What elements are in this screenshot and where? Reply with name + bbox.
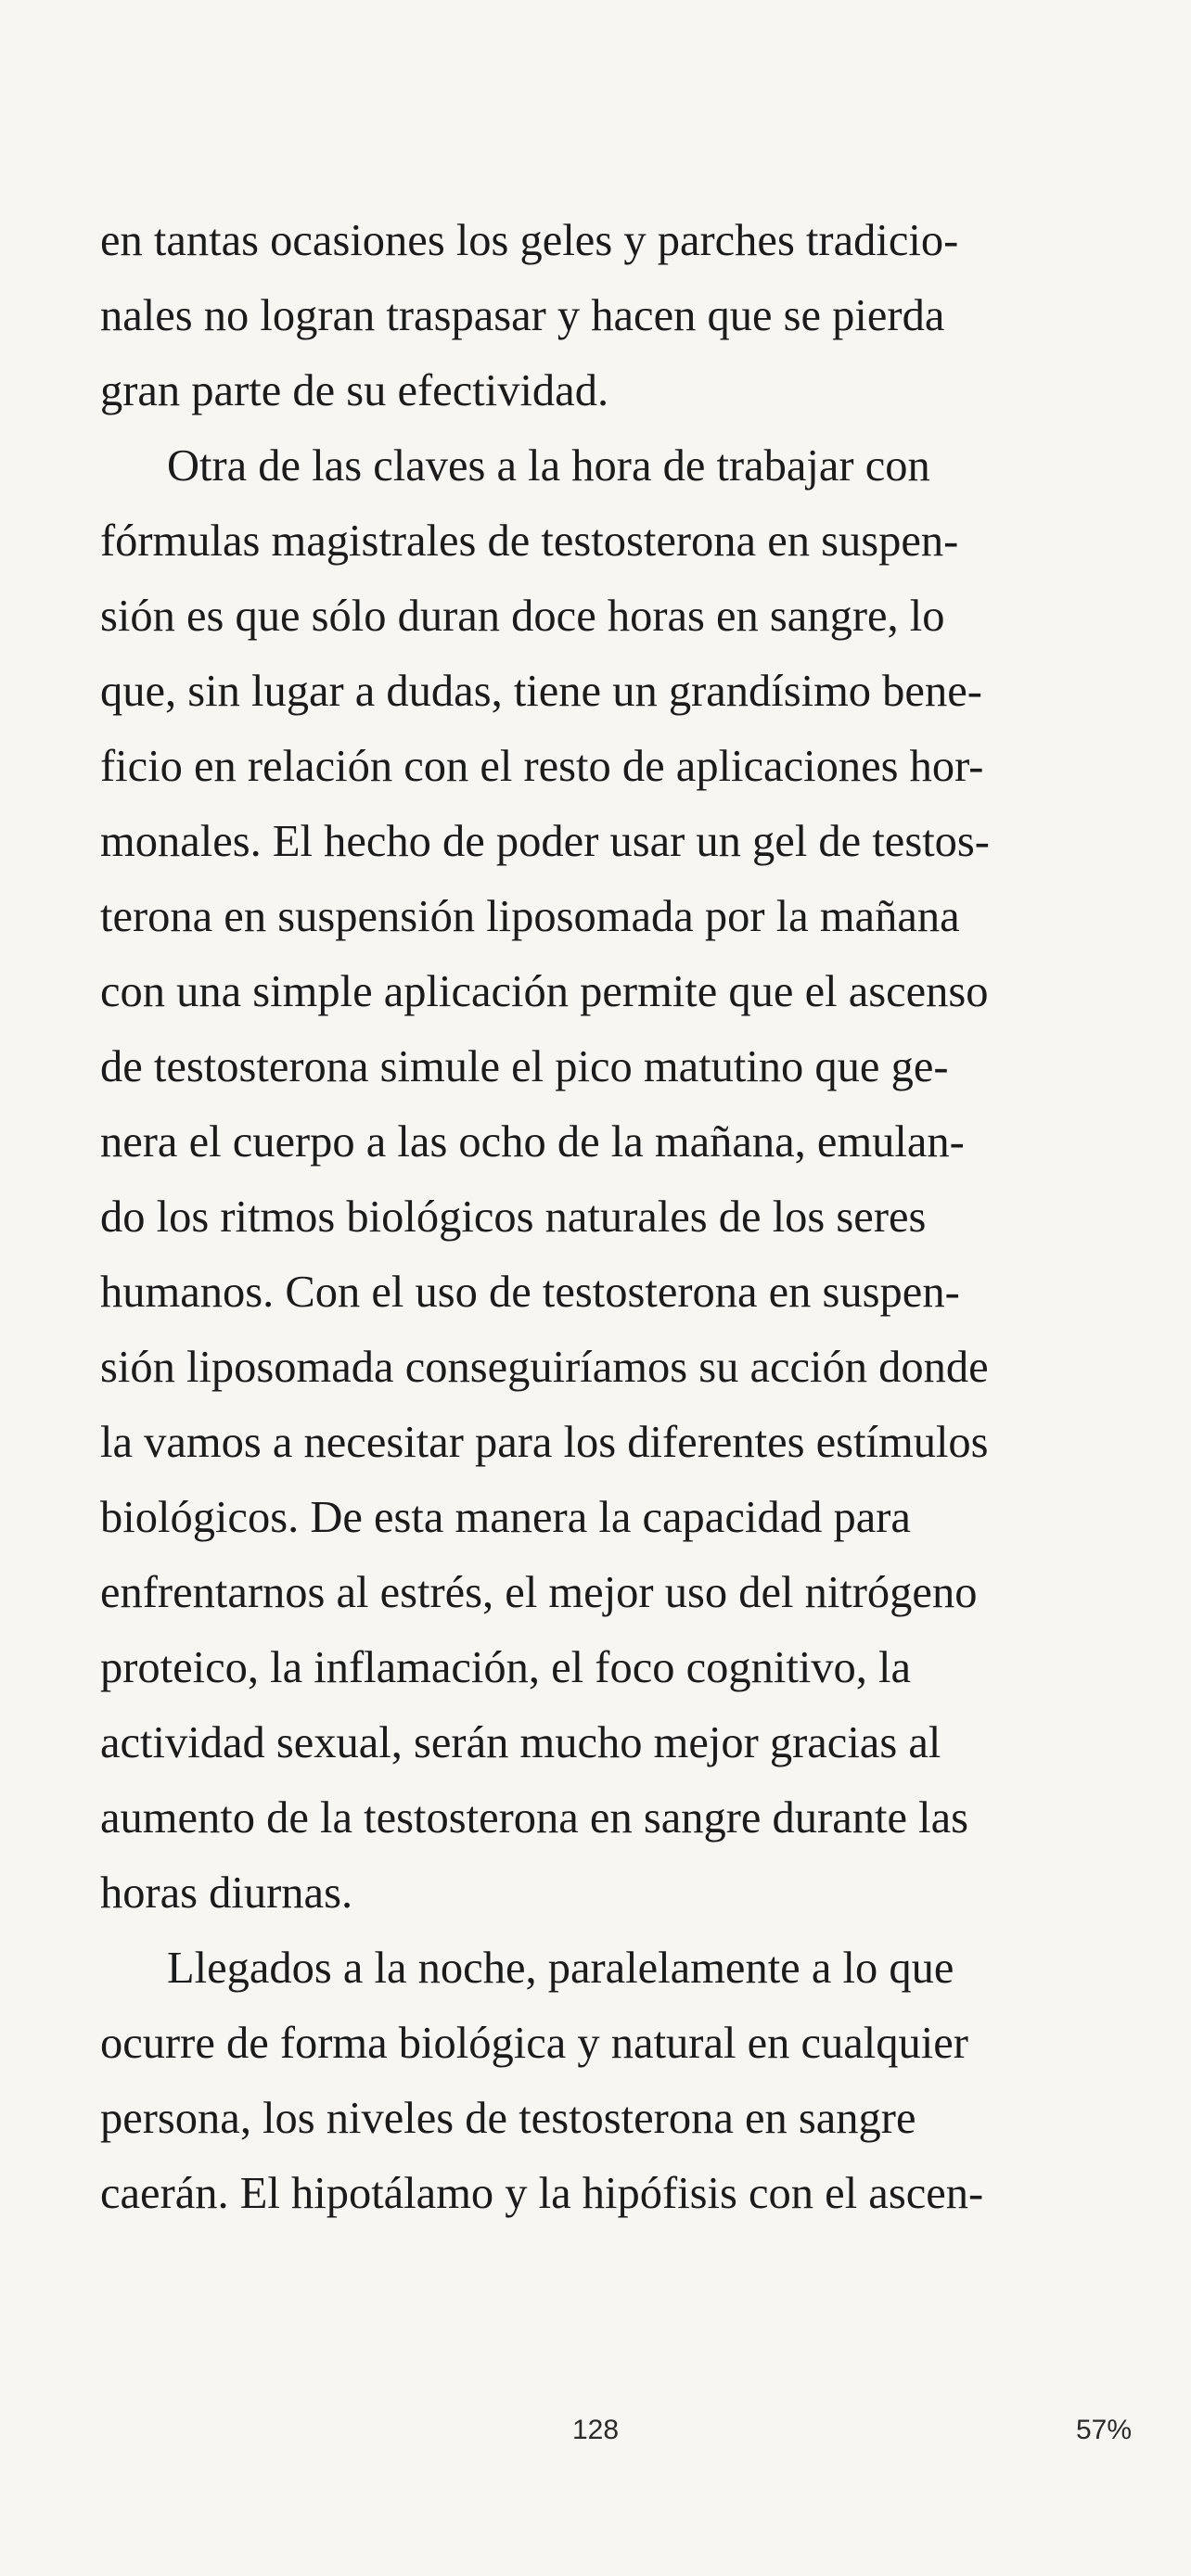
- text-line: sión es que sólo duran doce horas en sangre, lo: [100, 592, 945, 641]
- text-line: persona, los niveles de testosterona en sangre: [100, 2094, 916, 2143]
- text-line: horas diurnas.: [100, 1868, 353, 1918]
- text-line: la vamos a necesitar para los diferentes estímulos: [100, 1418, 989, 1467]
- book-text-body: [100, 203, 1102, 2231]
- text-line: ocurre de forma biológica y natural en cualquier: [100, 2019, 968, 2068]
- text-line: biológicos. De esta manera la capacidad para: [100, 1493, 911, 1542]
- text-line: ficio en relación con el resto de aplicaciones hor-: [100, 742, 984, 791]
- text-line: terona en suspensión liposomada por la mañana: [100, 892, 960, 941]
- text-line: en tantas ocasiones los geles y parches tradicio-: [100, 216, 959, 265]
- text-line: sión liposomada conseguiríamos su acción donde: [100, 1343, 989, 1392]
- text-line: monales. El hecho de poder usar un gel de testos-: [100, 817, 990, 866]
- text-line: fórmulas magistrales de testosterona en suspen-: [100, 516, 959, 566]
- text-line: enfrentarnos al estrés, el mejor uso del nitrógeno: [100, 1568, 978, 1617]
- text-line: nera el cuerpo a las ocho de la mañana, emulan-: [100, 1117, 965, 1167]
- text-line: con una simple aplicación permite que el ascenso: [100, 967, 989, 1016]
- text-line: humanos. Con el uso de testosterona en suspen-: [100, 1268, 960, 1317]
- text-line: gran parte de su efectividad.: [100, 366, 609, 415]
- text-line: Llegados a la noche, paralelamente a lo que: [167, 1944, 954, 1993]
- text-line: Otra de las claves a la hora de trabajar con: [167, 441, 930, 491]
- text-line: de testosterona simule el pico matutino que ge-: [100, 1042, 949, 1091]
- text-line: que, sin lugar a dudas, tiene un grandísimo bene-: [100, 667, 982, 716]
- text-line: nales no logran traspasar y hacen que se pierda: [100, 291, 945, 340]
- text-line: aumento de la testosterona en sangre durante las: [100, 1793, 968, 1843]
- text-line: proteico, la inflamación, el foco cognitivo, la: [100, 1643, 912, 1692]
- reading-progress: 57%: [1075, 2415, 1132, 2445]
- page-number: 128: [571, 2415, 620, 2445]
- text-line: do los ritmos biológicos naturales de los seres: [100, 1192, 927, 1242]
- text-line: actividad sexual, serán mucho mejor gracias al: [100, 1718, 941, 1767]
- text-line: caerán. El hipotálamo y la hipófisis con el ascen-: [100, 2169, 984, 2218]
